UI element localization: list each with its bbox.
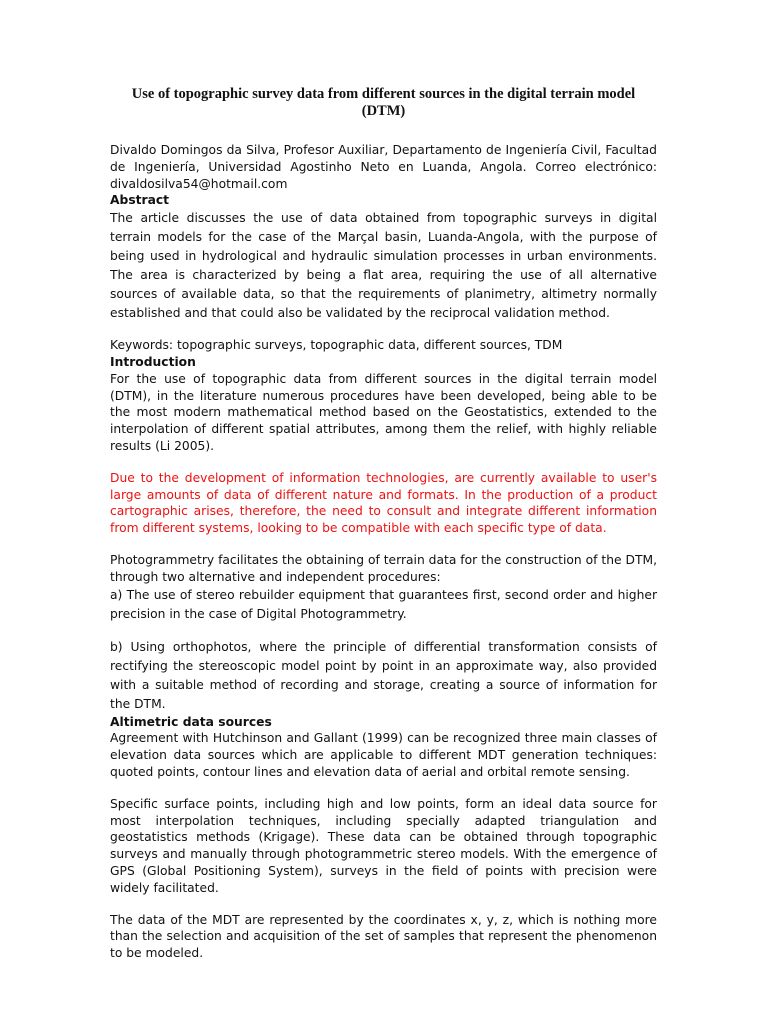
- abstract-heading: Abstract: [110, 193, 170, 208]
- introduction-item-a: a) The use of stereo rebuilder equipment that guarantees first, second order and higher precision in the case of Digital Photogrammetry.: [110, 587, 657, 621]
- introduction-paragraph-2-highlighted: Due to the development of information technologies, are currently available to user's large amounts of data of different nature and formats. In the production of a product cartographic arises, therefore, the need to consult and integrate different information from different systems, looking to be compatible with each specific type of data.: [110, 470, 657, 536]
- introduction-heading: Introduction: [110, 354, 196, 369]
- introduction-item-b: b) Using orthophotos, where the principle of differential transformation consists of rectifying the stereoscopic model point by point in an approximate way, also provided with a suitable method of recording and storage, creating a source of information for the DTM.: [110, 639, 657, 711]
- paper-title: Use of topographic survey data from different sources in the digital terrain model (DTM): [131, 86, 636, 119]
- introduction-paragraph-3: Photogrammetry facilitates the obtaining of terrain data for the construction of the DTM, through two alternative and independent procedures:: [110, 552, 657, 584]
- author-affiliation: Divaldo Domingos da Silva, Profesor Auxiliar, Departamento de Ingeniería Civil, Facultad de Ingeniería, Universidad Agostinho Neto en Luanda, Angola. Correo electrónico: divaldosilva54@hotmail.com: [110, 143, 657, 191]
- altimetric-heading: Altimetric data sources: [110, 714, 272, 729]
- altimetric-paragraph-1: Agreement with Hutchinson and Gallant (1999) can be recognized three main classes of elevation data sources which are applicable to different MDT generation techniques: quoted points, contour lines and elevation data of aerial and orbital remote sensing.: [110, 731, 657, 779]
- keywords: Keywords: topographic surveys, topographic data, different sources, TDM: [110, 338, 563, 353]
- abstract-text: The article discusses the use of data obtained from topographic surveys in digital terrain models for the case of the Marçal basin, Luanda-Angola, with the purpose of being used in hydrological and hydraulic simulation processes in urban environments. The area is characterized by being a flat area, requiring the use of all alternative sources of available data, so that the requirements of planimetry, altimetry normally established and that could also be validated by the reciprocal validation method.: [110, 211, 657, 321]
- introduction-paragraph-1: For the use of topographic data from different sources in the digital terrain model (DTM), in the literature numerous procedures have been developed, being able to be the most modern mathematical method based on the Geostatistics, extended to the interpolation of different spatial attributes, among them the relief, with highly reliable results (Li 2005).: [110, 371, 657, 453]
- document-page: [110, 86, 657, 962]
- altimetric-paragraph-3: The data of the MDT are represented by the coordinates x, y, z, which is nothing more than the selection and acquisition of the set of samples that represent the phenomenon to be modeled.: [110, 912, 657, 961]
- altimetric-paragraph-2: Specific surface points, including high and low points, form an ideal data source for most interpolation techniques, including specially adapted triangulation and geostatistics methods (Krigage). These data can be obtained through topographic surveys and manually through photogrammetric stereo models. With the emergence of GPS (Global Positioning System), surveys in the field of points with precision were widely facilitated.: [110, 796, 657, 895]
